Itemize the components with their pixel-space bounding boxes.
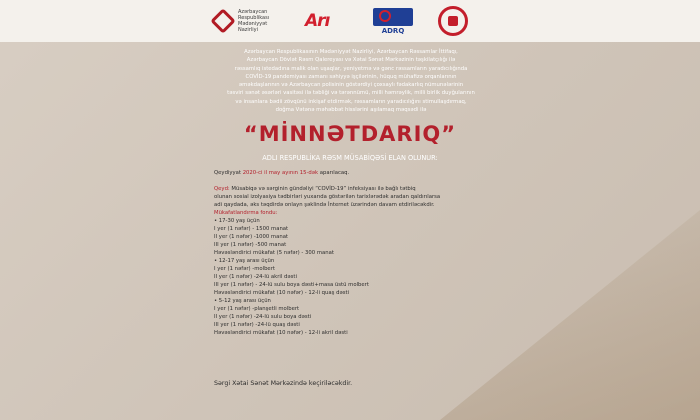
prize-line: Həvəsləndirici mükafat (10 nəfər) - 12-li quaş dəsti: [214, 290, 350, 296]
registration-line: [214, 169, 504, 177]
prizes-title: Mükafatlandırma fondu:: [214, 210, 278, 216]
prize-line: II yer (1 nəfər) -1000 manat: [214, 234, 289, 240]
intro-paragraph: [176, 48, 526, 114]
note-text: Müsabiqə və sərginin gündəliyi “COVİD-19” infeksiyası ilə bağlı tətbiq: [229, 186, 416, 192]
intro-line: rəssamlıq istedadına malik olan uşaqlar, yeniyetmə və gənc rəssamların yaradıcılığında: [234, 65, 468, 72]
contest-details: [214, 169, 504, 337]
prize-line: III yer (1 nəfər) -500 manat: [214, 242, 287, 248]
prize-line: III yer (1 nəfər) - 24-lü sulu boya dəsti+masa üstü molbert: [214, 282, 369, 288]
prize-line: Həvəsləndirici mükafat (10 nəfər) - 12-li akril dəsti: [214, 330, 348, 336]
prize-line: II yer (1 nəfər) -24-lü sulu boya dəsti: [214, 314, 312, 320]
prize-line: • 17-30 yaş üçün: [214, 218, 260, 224]
note-line: [214, 185, 504, 193]
intro-line: doğma Vətənə məhəbbət hisslərini aşılamaq məqsədi ilə: [275, 107, 427, 114]
note-line: olunan sosial izolyasiya tədbirləri yuxarıda göstərilən tarixlərədək aradan qaldırılarsa: [214, 194, 441, 200]
registration-prefix: Qeydiyyat: [214, 170, 243, 176]
registration-suffix: aparılacaq.: [318, 170, 350, 176]
prize-line: • 5-12 yaş arası üçün: [214, 298, 271, 304]
artists-union-seal-logo: [436, 5, 470, 37]
prize-line: • 12-17 yaş arası üçün: [214, 258, 275, 264]
note-line: adi qaydada, əks təqdirdə onlayn şəklində İnternet üzərindən davam etdiriləcəkdir.: [214, 202, 435, 208]
logo-bar: [0, 0, 700, 42]
intro-line: və insanlara bədii zövqünü inkişaf etdirmək, rəssamların yaradıcılığını stimullaşdırmaq,: [235, 98, 467, 105]
prize-line: I yer (1 nəfər) -planşetli molbert: [214, 306, 300, 312]
adrq-logo-text: ADRQ: [381, 26, 405, 35]
adrq-logo: [368, 5, 418, 37]
intro-line: Azərbaycan Dövlət Rəsm Qalereyası və Xətai Sənət Mərkəzinin təşkilatçılığı ilə: [246, 57, 456, 64]
prize-line: I yer (1 nəfər) -molbert: [214, 266, 275, 272]
prize-line: I yer (1 nəfər) - 1500 manat: [214, 226, 289, 232]
prize-line: II yer (1 nəfər) -24-lü akril dəsti: [214, 274, 297, 280]
note-label: Qeyd:: [214, 186, 230, 192]
contest-title: “MİNNƏTDARIQ”: [243, 122, 457, 146]
intro-line: təsviri sənət əsərləri vasitəsi ilə təbliği və tərənnümü, milli həmrəylik, milli birlik duyğularının: [227, 90, 475, 97]
adrq-emblem-icon: [373, 8, 413, 26]
registration-deadline: 2020-ci il may ayının 15-dək: [242, 170, 319, 176]
ministry-emblem-icon: [210, 8, 235, 33]
contest-subtitle: ADLI RESPUBLİKA RƏSM MÜSABİQƏSİ ELAN OLUNUR:: [262, 154, 438, 162]
ministry-logo-text: Azərbaycan Respublikası Mədəniyyət Nazirliyi: [238, 9, 270, 33]
intro-line: Azərbaycan Respublikasının Mədəniyyət Nazirliyi, Azərbaycan Rəssamlar İttifaqı,: [244, 49, 458, 55]
prize-line: Həvəsləndirici mükafat (5 nəfər) - 300 manat: [214, 250, 334, 256]
ari-logo: [305, 5, 347, 37]
intro-line: əməkdaşlarının və Azərbaycan polisinin göstərdiyi çoxsaylı fədakarlıq nümunələrinin: [238, 82, 464, 89]
intro-line: COVİD-19 pandemiyası zamanı səhiyyə işçilərinin, hüquq mühafizə orqanlarının: [245, 73, 457, 80]
ministry-of-culture-logo: [214, 5, 286, 37]
seal-emblem-icon: [438, 6, 468, 36]
prize-line: III yer (1 nəfər) -24-lü quaş dəsti: [214, 322, 300, 328]
ari-logo-text: Arı: [305, 11, 330, 31]
exhibition-footer: Sərgi Xətai Sənət Mərkəzində keçiriləcəkdir.: [214, 380, 353, 387]
